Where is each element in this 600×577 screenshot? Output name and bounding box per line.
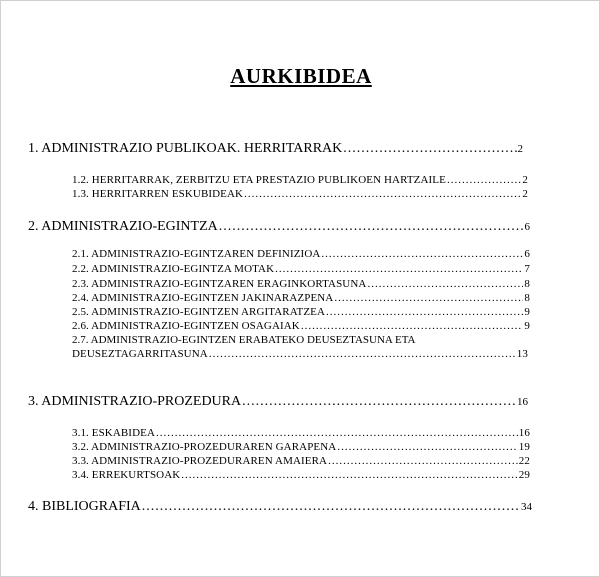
toc-page-number: 16 [517,396,528,408]
toc-page-number: 2 [522,188,528,200]
toc-page-number: 9 [524,306,530,318]
dot-leader [326,306,523,318]
toc-label: 2.2. ADMINISTRAZIO-EGINTZA MOTAK [72,263,275,275]
toc-page-number: 2 [522,174,528,186]
toc-entry-3-2[interactable] [72,441,530,453]
toc-entry-2-1[interactable] [72,248,530,260]
toc-label: 3. ADMINISTRAZIO-PROZEDURA [28,394,242,409]
toc-entry-2-4[interactable] [72,292,530,304]
toc-label: 1.3. HERRITARREN ESKUBIDEAK [72,188,244,200]
toc-label: 2. ADMINISTRAZIO-EGINTZA [28,219,218,234]
toc-entry-1-3[interactable] [72,188,528,200]
toc-label: 2.3. ADMINISTRAZIO-EGINTZAREN ERAGINKORTASUNA [72,278,367,290]
dot-leader [447,174,521,186]
toc-section-4[interactable] [28,499,532,515]
toc-section-1[interactable] [28,141,523,157]
dot-leader [334,292,523,304]
dot-leader [328,455,518,467]
toc-label: 3.3. ADMINISTRAZIO-PROZEDURAREN AMAIERA [72,455,328,467]
toc-entry-2-2[interactable] [72,263,530,275]
toc-entry-3-1[interactable] [72,427,530,439]
toc-section-3[interactable] [28,394,528,410]
toc-page-number: 2 [517,143,523,155]
toc-entry-3-4[interactable] [72,469,530,481]
dot-leader [156,427,518,439]
page-title: AURKIBIDEA [230,64,372,88]
dot-leader [343,141,516,157]
toc-section-2[interactable] [28,219,530,235]
toc-entry-3-3[interactable] [72,455,530,467]
dot-leader [337,441,517,453]
toc-label: 3.2. ADMINISTRAZIO-PROZEDURAREN GARAPENA [72,441,337,453]
dot-leader [244,188,521,200]
toc-label: 2.6. ADMINISTRAZIO-EGINTZEN OSAGAIAK [72,320,300,332]
toc-label: 4. BIBLIOGRAFIA [28,499,141,514]
dot-leader [301,320,524,332]
toc-entry-2-7-line1[interactable]: 2.7. ADMINISTRAZIO-EGINTZEN ERABATEKO DEUSEZTASUNA ETA [72,334,416,346]
dot-leader [209,348,516,360]
dot-leader [181,469,518,481]
toc-page-number: 6 [524,221,530,233]
toc-label: 2.5. ADMINISTRAZIO-EGINTZEN ARGITARATZEA [72,306,326,318]
toc-entry-2-7[interactable] [72,348,528,360]
toc-page-number: 16 [518,427,530,439]
toc-entry-1-2[interactable] [72,174,528,186]
toc-label: 1.2. HERRITARRAK, ZERBITZU ETA PRESTAZIO PUBLIKOEN HARTZAILE [72,174,446,186]
toc-label: 2.4. ADMINISTRAZIO-EGINTZEN JAKINARAZPENA [72,292,334,304]
dot-leader [367,278,523,290]
dot-leader [242,394,516,410]
toc-page-number: 22 [518,455,530,467]
dot-leader [275,263,523,275]
toc-label: 1. ADMINISTRAZIO PUBLIKOAK. HERRITARRAK [28,141,343,156]
toc-page-number: 19 [518,441,530,453]
toc-entry-2-3[interactable] [72,278,530,290]
toc-label: DEUSEZTAGARRITASUNA [72,348,208,360]
toc-entry-2-6[interactable] [72,320,530,332]
dot-leader [142,499,520,515]
toc-label: 2.1. ADMINISTRAZIO-EGINTZAREN DEFINIZIOA [72,248,321,260]
toc-page-number: 9 [524,320,530,332]
toc-label: 3.1. ESKABIDEA [72,427,155,439]
toc-page-number: 34 [521,501,532,513]
toc-page-number: 29 [518,469,530,481]
toc-page-number: 13 [516,348,528,360]
toc-entry-2-5[interactable] [72,306,530,318]
dot-leader [219,219,524,235]
toc-page-number: 7 [524,263,530,275]
dot-leader [321,248,523,260]
toc-label: 3.4. ERREKURTSOAK [72,469,181,481]
toc-page-number: 6 [524,248,530,260]
toc-page-number: 8 [524,278,530,290]
toc-page-number: 8 [524,292,530,304]
